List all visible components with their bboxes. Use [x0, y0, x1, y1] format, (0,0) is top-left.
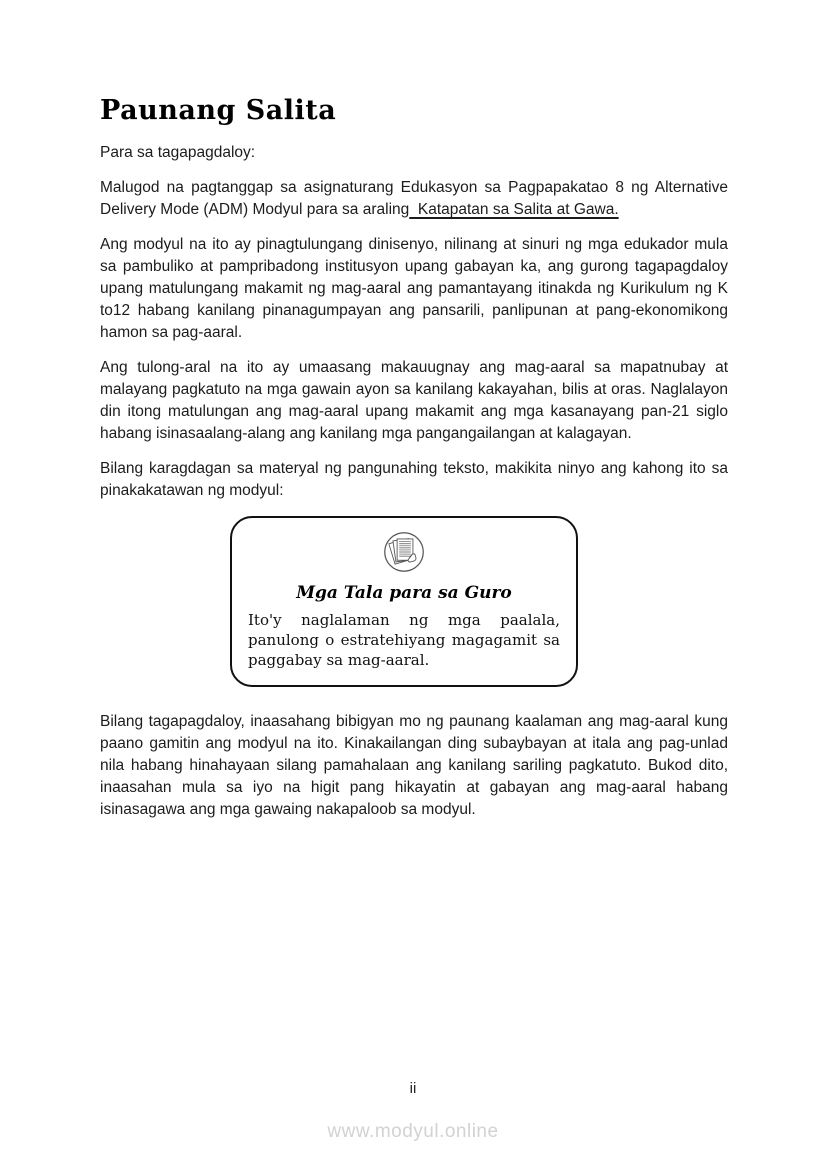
salutation-line: Para sa tagapagdaloy:	[100, 143, 256, 161]
note-box-body: Ito'y naglalaman ng mga paalala, panulong o estratehiyang magagamit sa paggabay sa mag-aaral.	[248, 611, 560, 669]
paragraph-welcome	[100, 177, 728, 221]
paragraph-learning-aid: Ang tulong-aral na ito ay umaasang makauugnay ang mag-aaral sa mapatnubay at malayang pagkatuto na mga gawain ayon sa kanilang kakayahan, bilis at oras. Naglalayon din itong matulungan ang mag-aaral upang makamit ang mga kasanayang pan-21 siglo habang isinasaalang-alang ang kanilang mga pangangailangan at kalagayan.	[100, 359, 728, 443]
teacher-notes-box	[230, 516, 578, 686]
watermark-text: www.modyul.online	[327, 1121, 499, 1142]
paragraph-box-intro: Bilang karagdagan sa materyal ng pangunahing teksto, makikita ninyo ang kahong ito sa pinakakatawan ng modyul:	[100, 460, 728, 500]
notes-with-hand-icon	[248, 530, 560, 579]
paragraph-module-design: Ang modyul na ito ay pinagtulungang dinisenyo, nilinang at sinuri ng mga edukador mula sa pambuliko at pampribadong institusyon upang gabayan ka, ang gurong tagapagdaloy upang matulungang makamit ng mag-aaral ang pamantayang itinakda ng Kurikulum ng K to12 habang kanilang pinanagumpayan ang pansarili, panlipunan at pang-ekonomikong hamon sa pag-aaral.	[100, 236, 728, 342]
paragraph-welcome-text: Malugod na pagtanggap sa asignaturang Edukasyon sa Pagpapakatao 8 ng Alternative Delivery Mode (ADM) Modyul para sa araling	[100, 179, 728, 219]
lesson-title-underlined: Katapatan sa Salita at Gawa.	[409, 201, 619, 219]
paragraph-facilitator-role: Bilang tagapagdaloy, inaasahang bibigyan mo ng paunang kaalaman ang mag-aaral kung paano gamitin ang modyul na ito. Kinakailangan ding subaybayan at itala ang pag-unlad nila habang hinahayaan silang pamahalaan ang kanilang sariling pagkatuto. Bukod dito, inaasahan mula sa iyo na higit pang hikayatin at gabayan ang mag-aaral habang isinasagawa ang mga gawaing nakapaloob sa modyul.	[100, 712, 728, 818]
page-number: ii	[409, 1080, 417, 1097]
page-content	[100, 0, 728, 834]
note-box-title: Mga Tala para sa Guro	[296, 583, 512, 604]
page-title: Paunang Salita	[100, 95, 337, 126]
